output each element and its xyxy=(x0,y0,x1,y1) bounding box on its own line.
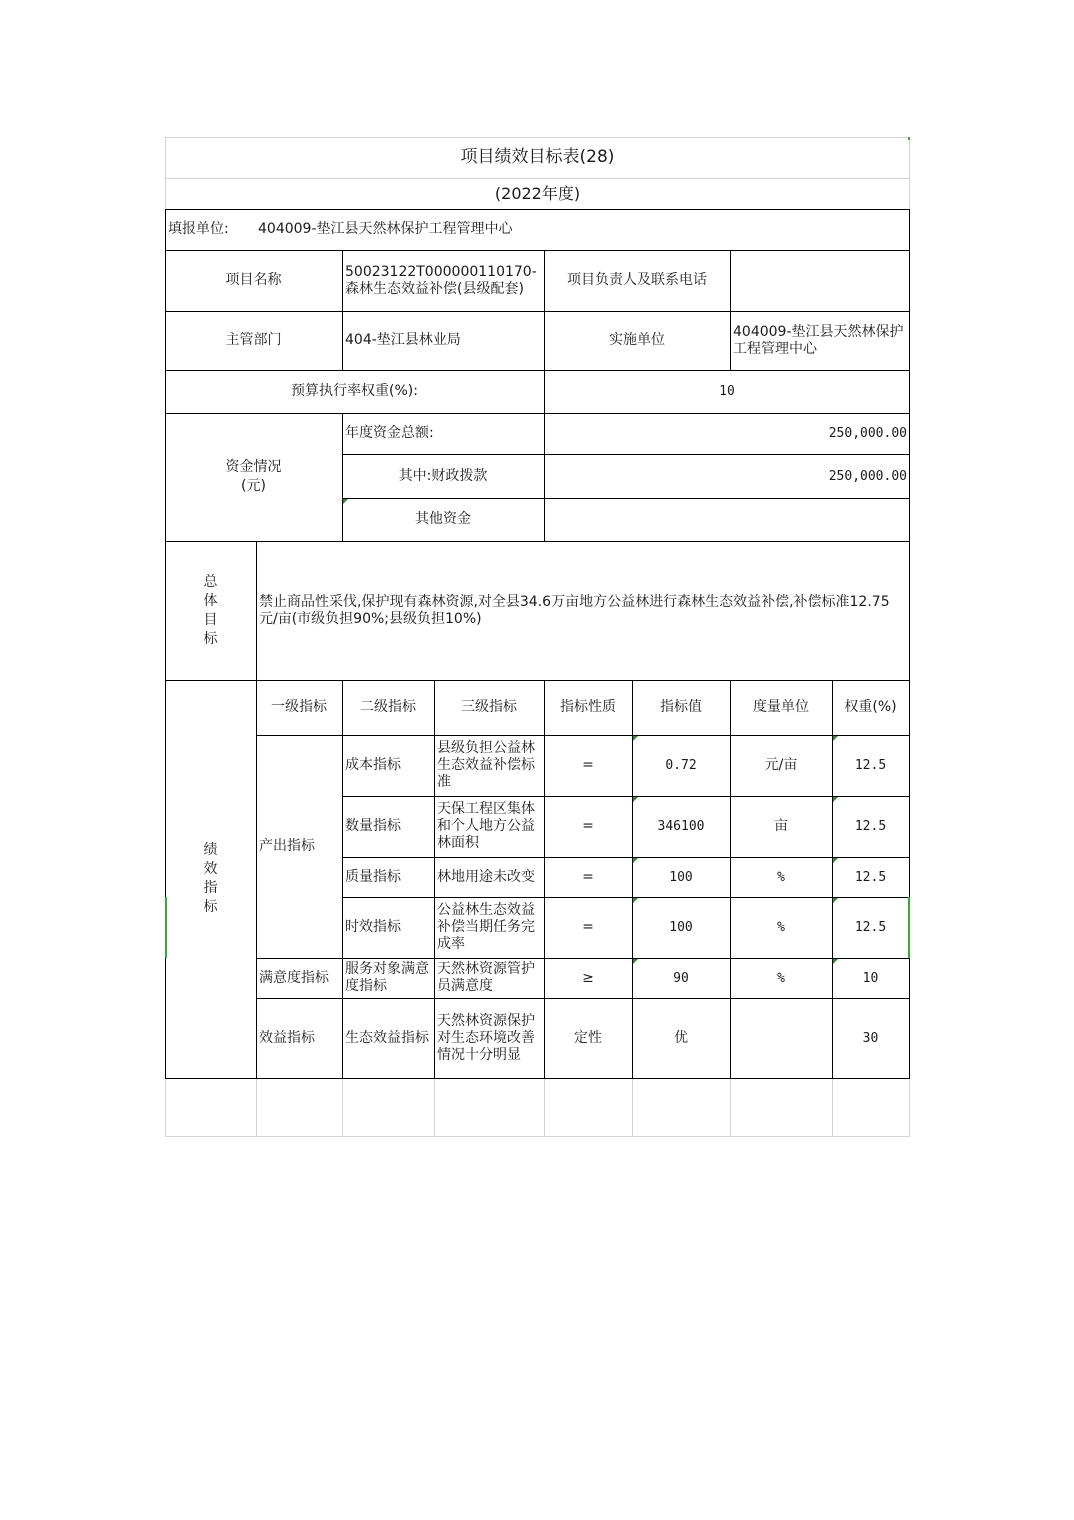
gridline xyxy=(434,1078,435,1137)
table-row-unit: % xyxy=(777,920,785,935)
table-row-weight: 12.5 xyxy=(854,920,887,935)
table-row-level2: 服务对象满意度指标 xyxy=(345,961,429,994)
fiscal-allocation-value: 250,000.00 xyxy=(828,468,907,484)
table-row-nature: = xyxy=(582,818,594,834)
funds-label-line2: (元) xyxy=(241,478,266,494)
department-value: 404-垫江县林业局 xyxy=(345,332,461,348)
other-funds-value xyxy=(544,498,910,541)
fiscal-allocation-label: 其中:财政拨款 xyxy=(398,467,488,484)
project-name-value: 50023122T000000110170-森林生态效益补偿(县级配套) xyxy=(345,263,537,297)
gridline xyxy=(632,1078,633,1137)
overall-goal-label: 总 体 目 标 xyxy=(203,573,218,647)
table-row-weight: 30 xyxy=(862,1030,879,1046)
table-row-unit: 元/亩 xyxy=(764,757,798,773)
level1-benefit: 效益指标 xyxy=(259,1029,315,1046)
table-row-value: 90 xyxy=(673,970,689,986)
table-row-level3: 县级负担公益林生态效益补偿标准 xyxy=(437,740,535,790)
annual-funds-label: 年度资金总额: xyxy=(345,425,434,441)
reporting-unit-value: 404009-垫江县天然林保护工程管理中心 xyxy=(258,221,513,237)
level1-satisfaction: 满意度指标 xyxy=(259,969,329,986)
header-level3: 三级指标 xyxy=(461,699,517,715)
table-row-level2: 数量指标 xyxy=(345,818,401,834)
table-row-level3: 天保工程区集体和个人地方公益林面积 xyxy=(437,801,535,851)
table-row-level3: 天然林资源保护对生态环境改善情况十分明显 xyxy=(437,1012,535,1063)
table-border xyxy=(165,1078,910,1079)
table-row-level3: 公益林生态效益补偿当期任务完成率 xyxy=(437,902,535,952)
table-row-level2: 时效指标 xyxy=(345,919,401,935)
level1-output: 产出指标 xyxy=(259,838,315,854)
budget-weight-value: 10 xyxy=(719,384,735,399)
performance-label: 绩 效 指 标 xyxy=(203,842,218,915)
table-row-unit: % xyxy=(777,970,785,986)
gridline xyxy=(165,1136,910,1137)
funds-label xyxy=(165,413,342,541)
budget-weight-label: 预算执行率权重(%): xyxy=(291,383,418,399)
header-unit: 度量单位 xyxy=(753,699,809,715)
table-row-unit xyxy=(730,998,832,1078)
year-label: (2022年度) xyxy=(494,184,581,203)
page-title: 项目绩效目标表(28) xyxy=(460,147,615,167)
table-row-value: 0.72 xyxy=(665,758,697,773)
department-label: 主管部门 xyxy=(225,332,282,348)
table-row-value: 100 xyxy=(669,920,693,935)
table-row-level2: 成本指标 xyxy=(345,757,401,773)
table-row-value: 优 xyxy=(674,1029,688,1046)
gridline xyxy=(256,1078,257,1137)
table-row-nature: ≥ xyxy=(582,969,594,986)
table-row-nature: 定性 xyxy=(574,1029,602,1046)
table-row-weight: 12.5 xyxy=(854,758,887,773)
table-row-nature: = xyxy=(582,868,594,885)
gridline xyxy=(544,1078,545,1137)
table-row-weight: 10 xyxy=(862,970,879,986)
project-leader-value xyxy=(730,250,910,311)
table-row-weight: 12.5 xyxy=(854,869,887,885)
funds-label-line1: 资金情况 xyxy=(225,459,282,475)
table-row-level3: 林地用途未改变 xyxy=(437,868,535,885)
table-row-value: 100 xyxy=(669,869,693,885)
header-weight: 权重(%) xyxy=(844,699,897,715)
annual-funds-value: 250,000.00 xyxy=(828,426,907,441)
header-value: 指标值 xyxy=(660,699,702,715)
project-leader-label: 项目负责人及联系电话 xyxy=(567,272,707,288)
table-row-nature: = xyxy=(582,919,594,935)
table-row-value: 346100 xyxy=(657,819,705,834)
implementing-unit-value: 404009-垫江县天然林保护工程管理中心 xyxy=(733,323,904,357)
header-nature: 指标性质 xyxy=(560,699,616,715)
project-name-label: 项目名称 xyxy=(225,272,282,288)
gridline xyxy=(909,1078,910,1137)
gridline xyxy=(730,1078,731,1137)
overall-goal-text: 禁止商品性采伐,保护现有森林资源,对全县34.6万亩地方公益林进行森林生态效益补偿,补偿标准12.75元/亩(市级负担90%;县级负担10%) xyxy=(259,593,890,627)
table-row-nature: = xyxy=(582,757,594,773)
table-row-level3: 天然林资源管护员满意度 xyxy=(437,961,535,994)
table-row-level2: 生态效益指标 xyxy=(345,1029,429,1046)
other-funds-label: 其他资金 xyxy=(415,511,471,527)
gridline xyxy=(342,1078,343,1137)
table-row-level2: 质量指标 xyxy=(345,868,401,885)
table-row-unit: 亩 xyxy=(774,818,788,834)
performance-goal-sheet xyxy=(165,137,910,1137)
reporting-unit-label: 填报单位: xyxy=(168,221,229,237)
header-level2: 二级指标 xyxy=(360,699,416,715)
header-level1: 一级指标 xyxy=(271,699,327,715)
implementing-unit-label: 实施单位 xyxy=(609,332,665,348)
table-row-weight: 12.5 xyxy=(854,819,887,834)
table-row-unit: % xyxy=(777,869,785,885)
gridline xyxy=(832,1078,833,1137)
